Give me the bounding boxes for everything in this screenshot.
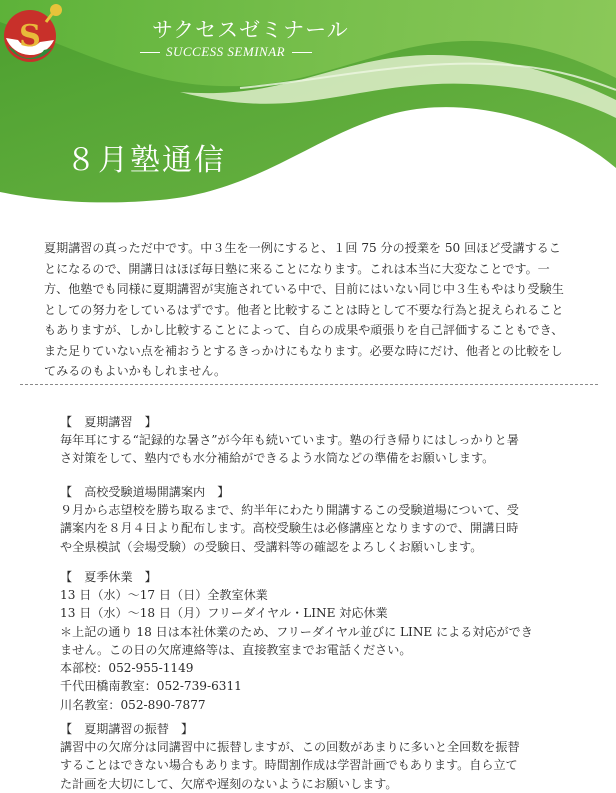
section-summer-course	[60, 413, 558, 468]
section-heading: 【 夏期講習 】	[60, 415, 157, 429]
section-body	[60, 501, 558, 556]
page-title: ８月塾通信	[66, 143, 226, 178]
section-heading: 【 夏期講習の振替 】	[60, 722, 194, 736]
brand-rule-right	[292, 52, 312, 53]
svg-text:S: S	[19, 19, 41, 54]
section-heading: 【 夏季休業 】	[60, 570, 157, 584]
section-exam-dojo	[60, 483, 558, 556]
body-line: 13 日（水）～17 日（日）全教室休業	[60, 588, 268, 602]
brand-name-english: SUCCESS SEMINAR	[166, 44, 286, 59]
phone-main-school: 本部校：052-955-1149	[60, 661, 194, 676]
section-body	[60, 738, 558, 793]
section-body	[60, 586, 558, 714]
brand-rule-left	[140, 52, 160, 53]
section-divider	[20, 384, 598, 385]
section-summer-holiday	[60, 568, 558, 714]
body-line: 講習中の欠席分は同講習中に振替しますが、この回数があまりに多いと全回数を振替	[60, 740, 520, 754]
body-line: することはできない場合もあります。時間割作成は学習計画でもあります。自ら立て	[60, 758, 518, 773]
body-line: た計画を大切にして、欠席や遅刻のないようにお願いします。	[60, 776, 398, 791]
brand-name-japanese: サクセスゼミナール	[152, 18, 349, 42]
body-line: や全県模試（会場受験）の受験日、受講料等の確認をよろしくお願いします。	[60, 539, 483, 554]
logo-icon	[0, 0, 70, 66]
body-line: ません。この日の欠席連絡等は、直接教室までお電話ください。	[60, 642, 412, 657]
phone-kawana: 川名教室：052-890-7877	[60, 697, 206, 712]
phone-chiyodabashi: 千代田橋南教室：052-739-6311	[60, 679, 242, 694]
body-line: ９月から志望校を勝ち取るまで、約半年にわたり開講するこの受験道場について、受	[60, 503, 519, 517]
body-line: 毎年耳にする“記録的な暑さ”が今年も続いています。塾の行き帰りにはしっかりと暑	[60, 433, 519, 447]
body-line: 講案内を８月４日より配布します。高校受験生は必修講座となりますので、開講日時	[60, 521, 519, 536]
section-makeup-lessons	[60, 720, 558, 793]
intro-paragraph: 夏期講習の真っただ中です。中３生を一例にすると、１回 75 分の授業を 50 回ほど受講することになるので、開講日はほぼ毎日塾に来ることになります。これは本当に大変なことです。一方、他塾でも同様に夏期講習が実施されている中で、目前にはいない同じ中３生もやはり受験生としての努力をしているはずです。他者と比較することは時として不要な行為と捉えられることもありますが、しかし比較することによって、自らの成果や頑張りを自己評価することもでき、また足りていない点を補おうとするきっかけにもなります。必要な時にだけ、他者との比較をしてみるのもよいかもしれません。	[44, 241, 564, 378]
body-line: 13 日（水）～18 日（月）フリーダイヤル・LINE 対応休業	[60, 606, 388, 621]
section-body	[60, 431, 558, 468]
body-line: ＊上記の通り 18 日は本社休業のため、フリーダイヤル並びに LINE による対応ができ	[60, 624, 533, 639]
page-header	[0, 0, 616, 215]
section-heading: 【 高校受験道場開講案内 】	[60, 485, 230, 499]
body-line: さ対策をして、塾内でも水分補給ができるよう水筒などの準備をお願いします。	[60, 451, 495, 466]
